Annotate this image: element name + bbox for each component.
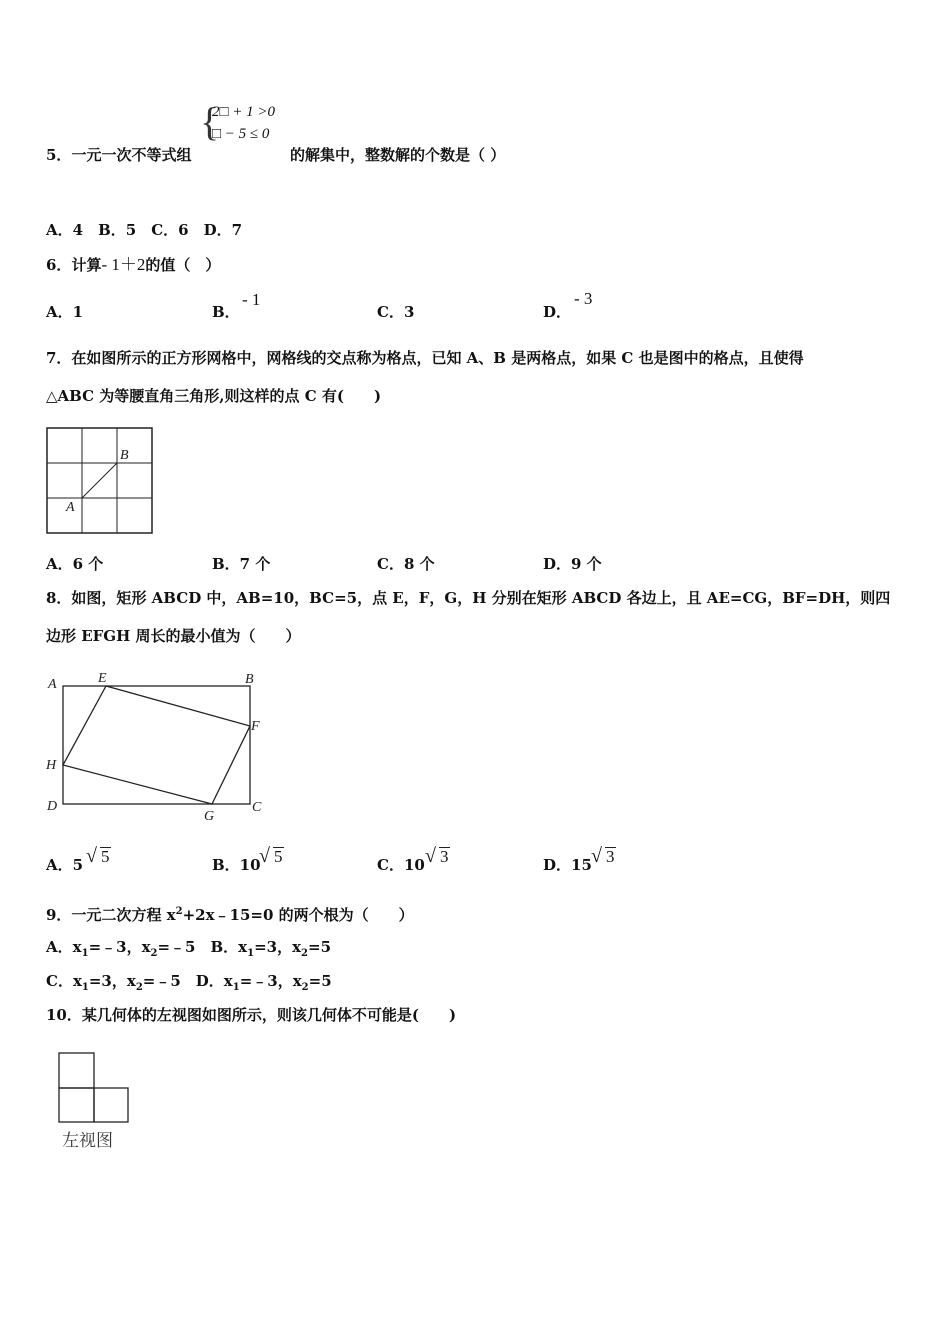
q7-option-a: A．6 个 — [46, 555, 104, 573]
q7-stem-line1: 7．在如图所示的正方形网格中，网格线的交点称为格点，已知 A、B 是两格点，如果 C 也是图中的格点，且使得 — [46, 349, 804, 367]
label-g: G — [204, 809, 215, 824]
q5-brace: { — [200, 99, 220, 144]
q9-stem: 9．一元二次方程 $x^2+2x﹣15=0$ 的两个根为（ ） — [46, 906, 414, 924]
q5-stem-post: 的解集中，整数解的个数是（ ） — [290, 146, 506, 164]
q10-stem: 10．某几何体的左视图如图所示，则该几何体不可能是( ) — [46, 1006, 457, 1024]
bottom-left-square — [59, 1088, 94, 1122]
label-e: E — [98, 671, 107, 686]
q7-option-b: B．7 个 — [212, 555, 271, 573]
q5-stem — [46, 145, 191, 165]
label-a: A — [48, 677, 57, 692]
bottom-right-square — [94, 1088, 128, 1122]
label-c: C — [252, 800, 262, 815]
q5-num: 5． — [46, 146, 72, 164]
q6-option-c: C．3 — [377, 303, 415, 321]
q7-option-c: C．8 个 — [377, 555, 435, 573]
q6-num: 6． — [46, 256, 72, 274]
q6-option-d: D． — [543, 303, 572, 321]
q5-options: A．4 B．5 C．6 D．7 — [46, 221, 243, 239]
q7-option-d: D．9 个 — [543, 555, 602, 573]
q7-stem-line2: △ABC 为等腰直角三角形,则这样的点 C 有( ) — [46, 387, 382, 405]
sqrt-icon: √ — [425, 845, 436, 867]
q10-caption: 左视图 — [62, 1131, 113, 1151]
q6-option-a: A．1 — [46, 303, 84, 321]
q9-options-row1: A．$x_1=﹣3$，$x_2=﹣5$ B．$x_1=3$，$x_2=5$ — [46, 938, 332, 959]
segment-ab — [82, 463, 117, 498]
quadrilateral-efgh — [63, 686, 250, 804]
label-h: H — [46, 758, 57, 773]
q10-left-view-figure — [58, 1052, 133, 1124]
label-b: B — [245, 672, 254, 687]
q6-option-b: B． — [212, 303, 240, 321]
sqrt-icon: √ — [86, 845, 97, 867]
q5-pre: 一元一次不等式组 — [71, 146, 192, 164]
q6-post: 的值（ ） — [145, 256, 221, 274]
q6-stem — [46, 255, 220, 275]
label-a: A — [66, 500, 75, 515]
sqrt-icon: √ — [259, 845, 270, 867]
q6-option-d-value: - 3 — [574, 289, 593, 308]
q5-sys-line1: 2□ + 1 >0 — [212, 104, 276, 120]
label-f: F — [251, 719, 260, 734]
sqrt-icon: √ — [591, 845, 602, 867]
q8-stem-line1: 8．如图，矩形 ABCD 中，AB=10，BC=5，点 E，F，G，H 分别在矩形 ABCD 各边上，且 AE=CG，BF=DH，则四 — [46, 589, 891, 607]
rectangle-abcd — [63, 686, 250, 804]
q6-pre: 计算 — [71, 256, 102, 274]
q6-expr: - 1＋2 — [101, 255, 146, 274]
radicand: 5 — [274, 847, 283, 866]
radicand: 3 — [440, 847, 449, 866]
q7-grid-figure — [46, 427, 154, 535]
radicand: 5 — [101, 847, 110, 866]
label-b: B — [120, 448, 129, 463]
q8-stem-line2: 边形 EFGH 周长的最小值为（ ） — [46, 627, 301, 645]
q5-sys-line2: □ − 5 ≤ 0 — [212, 126, 270, 142]
q9-options-row2: C．$x_1=3$，$x_2=﹣5$ D．$x_1=﹣3$，$x_2=5$ — [46, 972, 332, 993]
label-d: D — [47, 799, 58, 814]
radicand: 3 — [606, 847, 615, 866]
top-square — [59, 1053, 94, 1088]
q8-rectangle-figure — [44, 668, 274, 823]
q6-option-b-value: - 1 — [242, 290, 261, 309]
